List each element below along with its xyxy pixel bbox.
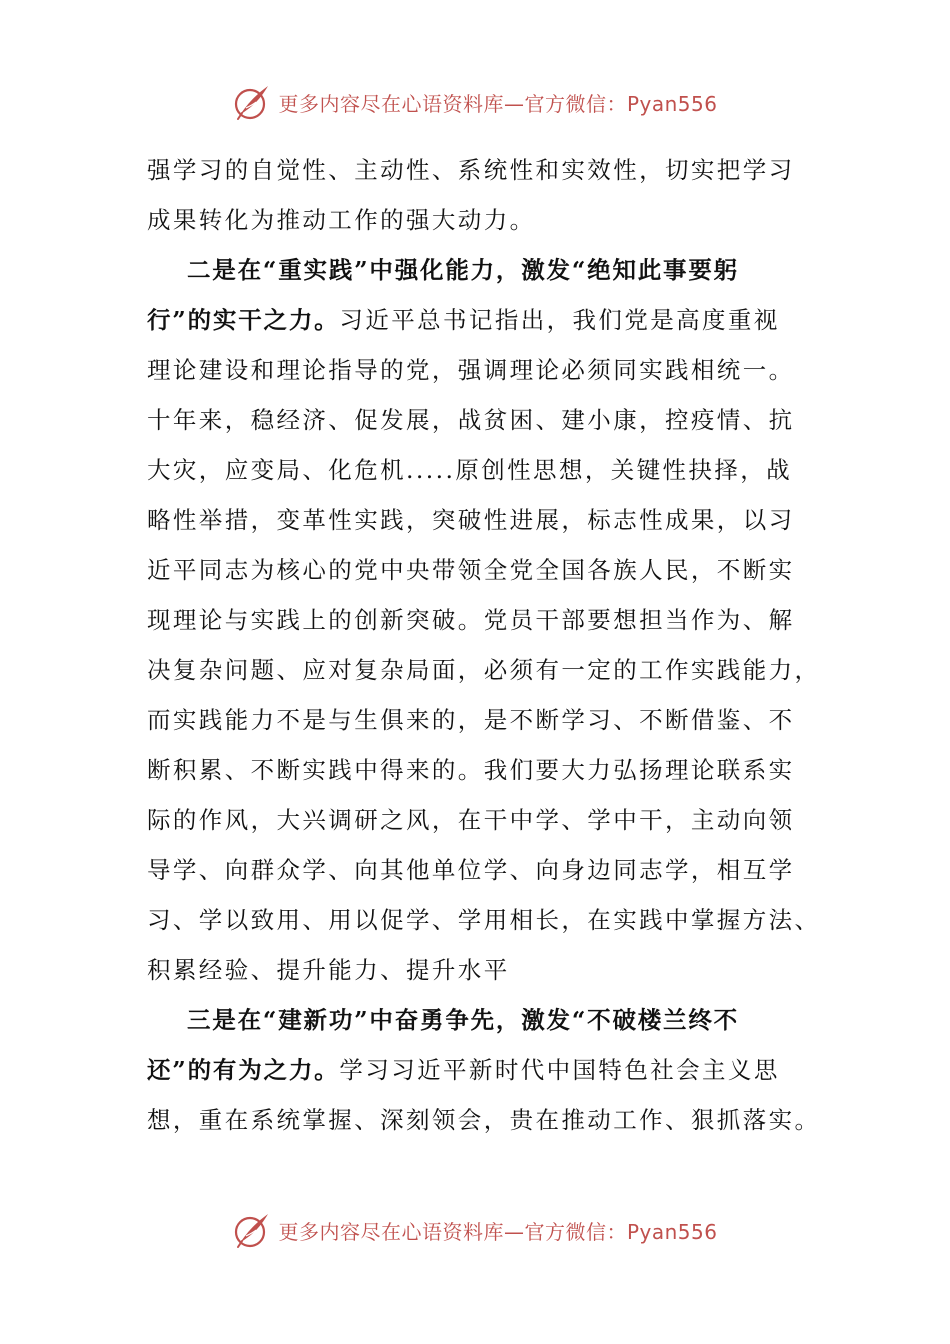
- footer-banner-text: 更多内容尽在心语资料库—官方微信：Pyan556: [278, 1219, 718, 1244]
- body-line: 近平同志为核心的党中央带领全党全国各族人民，不断实: [147, 556, 795, 584]
- footer-banner: [0, 1208, 950, 1252]
- body-line: 想，重在系统掌握、深刻领会，贵在推动工作、狠抓落实。: [147, 1106, 821, 1134]
- section-heading-2-cont: 行”的实干之力。: [147, 306, 340, 334]
- body-line: 断积累、不断实践中得来的。我们要大力弘扬理论联系实: [147, 756, 795, 784]
- header-banner: [0, 80, 950, 124]
- body-line: 略性举措，变革性实践，突破性进展，标志性成果，以习: [147, 506, 795, 534]
- body-line: 际的作风，大兴调研之风，在干中学、学中干，主动向领: [147, 806, 795, 834]
- body-text-run: 习近平总书记指出，我们党是高度重视: [339, 306, 780, 334]
- body-line: 成果转化为推动工作的强大动力。: [147, 206, 536, 234]
- section-heading-3: 三是在“建新功”中奋勇争先，激发“不破楼兰终不: [187, 1006, 739, 1034]
- body-line: [147, 1045, 807, 1095]
- section-heading-3-cont: 还”的有为之力。: [147, 1056, 340, 1084]
- section-heading-line: [147, 995, 807, 1045]
- body-line: 习、学以致用、用以促学、学用相长，在实践中掌握方法、: [147, 906, 821, 934]
- section-heading-line: [147, 245, 807, 295]
- body-line: 大灾，应变局、化危机.....原创性思想，关键性抉择，战: [147, 456, 793, 484]
- body-text-run: 学习习近平新时代中国特色社会主义思: [339, 1056, 780, 1084]
- document-body: [147, 145, 821, 1145]
- body-line: 强学习的自觉性、主动性、系统性和实效性，切实把学习: [147, 156, 795, 184]
- body-line: 决复杂问题、应对复杂局面，必须有一定的工作实践能力，: [147, 656, 821, 684]
- quill-pen-circle-icon: [232, 82, 272, 122]
- body-line: 现理论与实践上的创新突破。党员干部要想担当作为、解: [147, 606, 795, 634]
- body-line: 十年来，稳经济、促发展，战贫困、建小康，控疫情、抗: [147, 406, 795, 434]
- body-line: 导学、向群众学、向其他单位学、向身边同志学，相互学: [147, 856, 795, 884]
- quill-pen-circle-icon: [232, 1210, 272, 1250]
- body-line: [147, 295, 807, 345]
- body-line: 理论建设和理论指导的党，强调理论必须同实践相统一。: [147, 356, 795, 384]
- header-banner-text: 更多内容尽在心语资料库—官方微信：Pyan556: [278, 91, 718, 116]
- body-line: 积累经验、提升能力、提升水平: [147, 956, 510, 984]
- section-heading-2: 二是在“重实践”中强化能力，激发“绝知此事要躬: [187, 256, 739, 284]
- body-line: 而实践能力不是与生俱来的，是不断学习、不断借鉴、不: [147, 706, 795, 734]
